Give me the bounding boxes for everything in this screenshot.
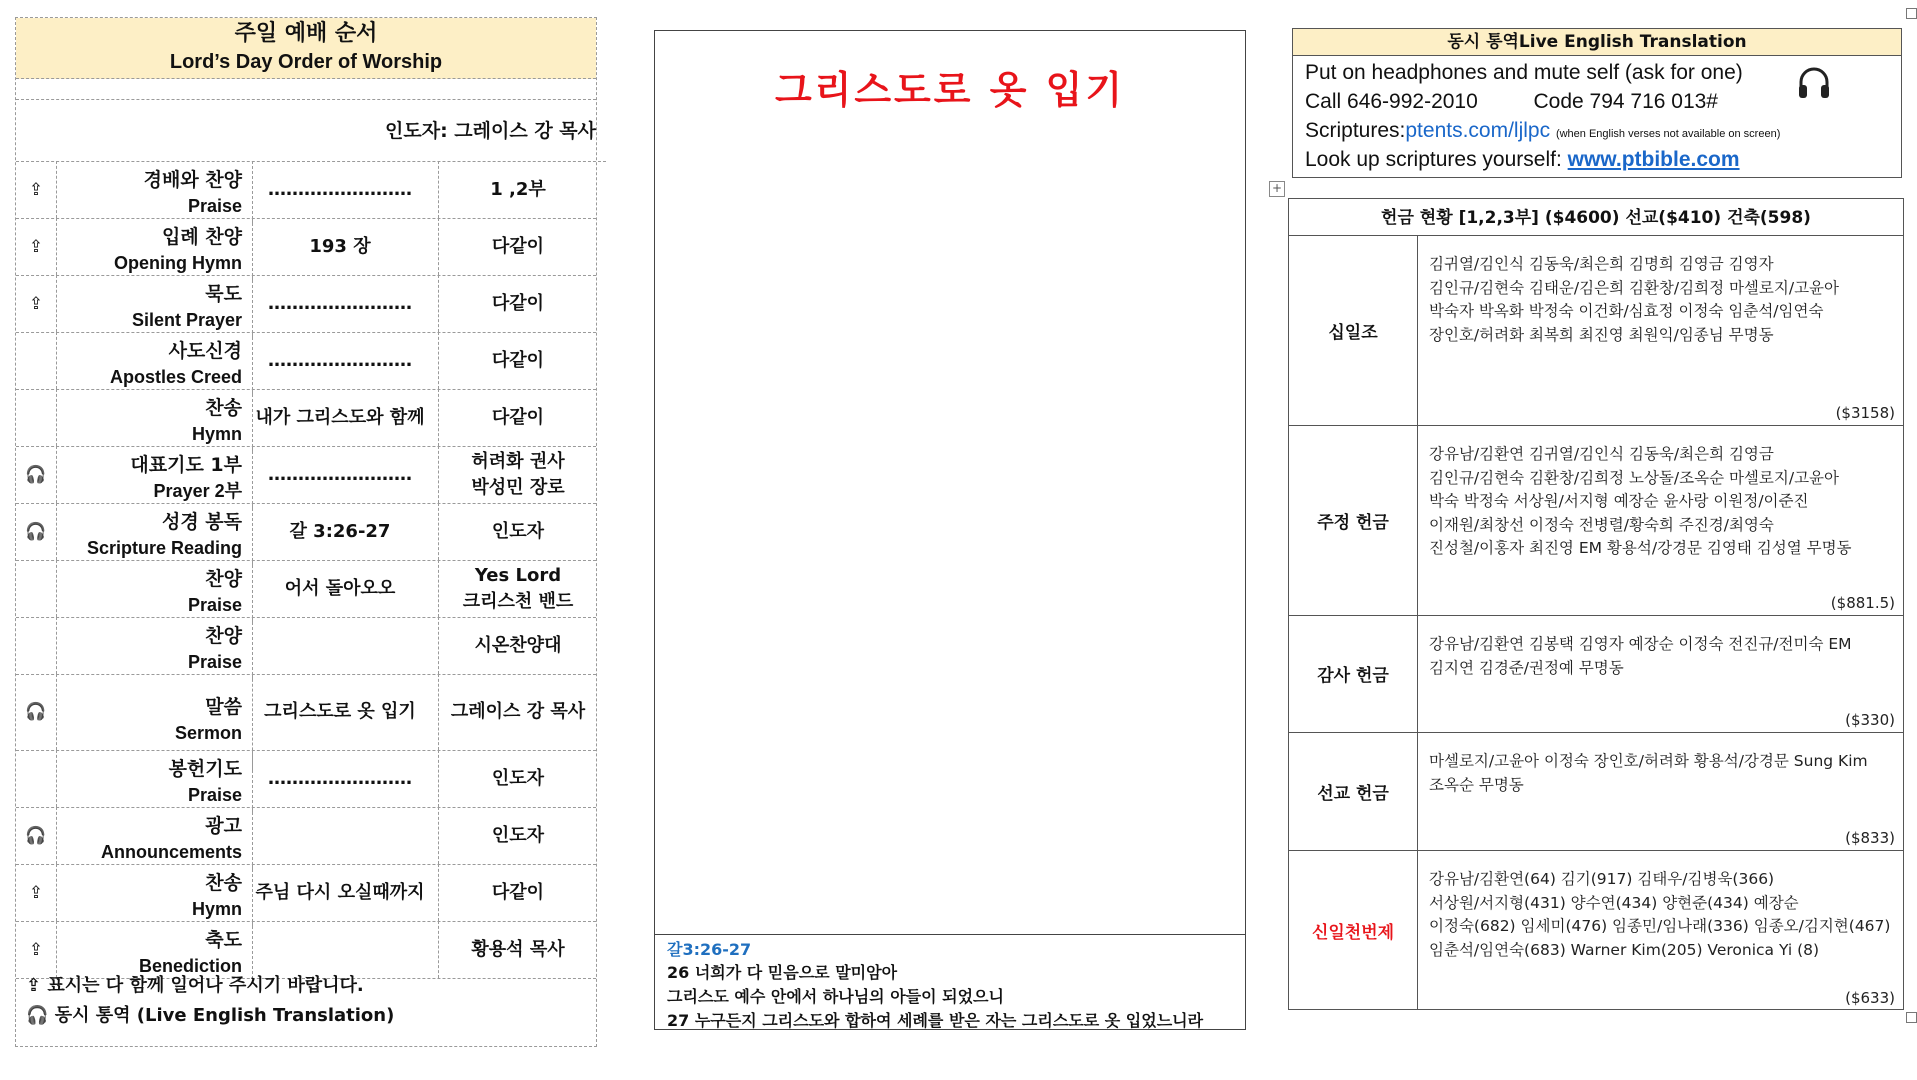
icon-cell: [16, 332, 57, 389]
worship-item-name: [56, 864, 253, 927]
translation-box: [1292, 28, 1902, 178]
offering-names: 강유남/김환연 김봉택 김영자 예장순 이정숙 전진규/전미숙 EM 김지연 김경준/권정예 무명동: [1429, 635, 1852, 677]
worship-item-detail: ……………………: [242, 332, 439, 389]
worship-item-detail: [242, 807, 439, 864]
sermon-panel: [654, 30, 1246, 1030]
worship-item-detail: ……………………: [242, 446, 439, 503]
offering-names: 김귀열/김인식 김동욱/최은희 김명희 김영금 김영자 김인규/김현숙 김태운/김은희 김환창/김희정 마셀로지/고윤아 박숙자 박옥화 박정숙 이건화/심효정 이정숙 임춘석/임연숙 장인호/허려화 최복희 최진영 최원익/임종님 무명동: [1429, 255, 1839, 344]
worship-item-detail: 193 장: [242, 218, 439, 275]
worship-item-name: [56, 332, 253, 395]
item-name-en: Praise: [187, 652, 242, 672]
worship-item-name: [56, 218, 253, 281]
worship-item-leader: 다같이: [491, 881, 545, 903]
worship-header: [16, 18, 596, 79]
worship-item-detail: 어서 돌아오오: [242, 560, 439, 617]
standing-icon: ⇪: [16, 218, 57, 275]
worship-item-name: [56, 446, 253, 509]
item-name-ko: 찬송: [205, 397, 242, 419]
worship-item-leader: 다같이: [491, 292, 545, 314]
worship-item: [16, 218, 596, 276]
worship-item-leader: 그레이스 강 목사: [450, 701, 586, 722]
item-name-en: Announcements: [100, 842, 242, 862]
headphones-icon: 🎧: [26, 1005, 49, 1026]
translation-call: [1305, 88, 1718, 116]
worship-item-name: [56, 161, 253, 224]
item-name-en: Apostles Creed: [109, 367, 242, 387]
footnote-standing: [26, 973, 364, 999]
worship-spacer: [16, 78, 596, 100]
worship-item-leader: 1 ,2부: [490, 178, 546, 200]
call-number: Call 646-992-2010: [1305, 90, 1478, 113]
worship-item-name: [56, 750, 253, 813]
item-name-en: Opening Hymn: [113, 253, 242, 273]
worship-item-name: [56, 389, 253, 452]
offering-row: [1289, 850, 1903, 1010]
offering-category: 십일조: [1289, 235, 1418, 425]
translation-lookup: [1305, 146, 1740, 174]
item-name-ko: 축도: [205, 929, 242, 951]
worship-leader: 인도자: 그레이스 강 목사: [16, 99, 606, 162]
worship-item-detail: ……………………: [242, 275, 439, 332]
item-name-ko: 찬양: [205, 625, 242, 647]
table-move-handle[interactable]: +: [1269, 181, 1285, 197]
resize-handle[interactable]: [1906, 1012, 1917, 1023]
item-name-ko: 말씀: [205, 696, 242, 718]
worship-item-detail: 내가 그리스도와 함께: [242, 389, 439, 446]
scriptures-link[interactable]: ptents.com/ljlpc: [1405, 119, 1551, 142]
scriptures-note: (when English verses not available on screen): [1555, 128, 1781, 140]
worship-item: [16, 275, 596, 333]
item-name-en: Praise: [187, 785, 242, 805]
worship-item: [16, 807, 596, 865]
worship-item-detail: 갈 3:26-27: [242, 503, 439, 560]
translation-instructions: Put on headphones and mute self (ask for one): [1305, 61, 1743, 84]
verse-line: 26 너희가 다 믿음으로 말미암아: [667, 963, 898, 982]
headphones-icon: 🎧: [16, 674, 57, 750]
item-name-ko: 경배와 찬양: [143, 169, 242, 191]
translation-header: 동시 통역Live English Translation: [1293, 29, 1901, 56]
offering-amount: ($330): [1845, 711, 1895, 729]
footnote-standing-text: 표시는 다 함께 일어나 주시기 바랍니다.: [47, 975, 364, 996]
worship-order-panel: [15, 17, 597, 1047]
worship-item-name: [56, 617, 253, 680]
worship-item-detail: 주님 다시 오실때까지: [242, 864, 439, 921]
worship-item-name: [56, 503, 253, 566]
offering-row: [1289, 732, 1903, 851]
item-name-ko: 입례 찬양: [161, 226, 242, 248]
icon-cell: [16, 617, 57, 674]
worship-item-leader: 인도자: [491, 520, 545, 542]
worship-item-detail: [242, 617, 439, 674]
worship-item-name: [56, 275, 253, 338]
worship-item-name: [56, 560, 253, 623]
standing-icon: ⇪: [16, 864, 57, 921]
verse-line: 그리스도 예수 안에서 하나님의 아들이 되었으니: [667, 987, 1004, 1006]
sermon-divider: [655, 934, 1245, 935]
item-name-en: Benediction: [138, 956, 242, 976]
worship-item-leader: 다같이: [491, 349, 545, 371]
standing-icon: ⇪: [26, 975, 42, 996]
verse-line: 27 누구든지 그리스도와 합하여 세례를 받은 자는 그리스도로 옷 입었느니라: [667, 1011, 1204, 1030]
worship-item: [16, 617, 596, 675]
worship-item-leader: 허려화 권사 박성민 장로: [471, 450, 565, 498]
worship-item-detail: 그리스도로 옷 입기: [242, 674, 439, 750]
lookup-link[interactable]: www.ptbible.com: [1567, 148, 1740, 171]
item-name-en: Sermon: [174, 723, 242, 743]
translation-scriptures: [1305, 117, 1780, 148]
headphones-icon: [1796, 66, 1832, 102]
worship-item: [16, 332, 596, 390]
offering-names: 강유남/김환연(64) 김기(917) 김태우/김병욱(366) 서상원/서지형(431) 양수연(434) 양현준(434) 예장순 이정숙(682) 임세미(476) 임종민/임나래(336) 임종오/김지현(467) 임춘석/임연숙(683) Warner Kim(205) Veronica Yi (8): [1429, 870, 1891, 959]
footnote-headphones-text: 동시 통역 (Live English Translation): [54, 1005, 395, 1026]
standing-icon: ⇪: [16, 921, 57, 978]
standing-icon: ⇪: [16, 161, 57, 218]
item-name-en: Hymn: [191, 899, 242, 919]
offering-category: 신일천번제: [1289, 850, 1418, 1010]
headphones-icon: 🎧: [16, 446, 57, 503]
icon-cell: [16, 560, 57, 617]
item-name-en: Silent Prayer: [131, 310, 242, 330]
worship-item: [16, 674, 596, 751]
offering-category: 선교 헌금: [1289, 732, 1418, 850]
worship-item-detail: ……………………: [242, 750, 439, 807]
sermon-title: 그리스도로 옷 입기: [774, 68, 1126, 112]
worship-item-detail: [242, 921, 439, 978]
worship-item-leader: 인도자: [491, 824, 545, 846]
item-name-ko: 광고: [205, 815, 242, 837]
item-name-en: Hymn: [191, 424, 242, 444]
icon-cell: [16, 389, 57, 446]
worship-item: [16, 446, 596, 504]
offering-header: 헌금 현황 [1,2,3부] ($4600) 선교($410) 건축(598): [1289, 199, 1903, 236]
worship-item-leader: 다같이: [491, 406, 545, 428]
worship-item-leader: 황용석 목사: [471, 938, 565, 960]
offering-table: [1288, 198, 1904, 1010]
call-code: Code 794 716 013#: [1533, 90, 1718, 113]
offering-amount: ($3158): [1835, 404, 1895, 422]
headphones-icon: 🎧: [16, 503, 57, 560]
offering-row: [1289, 615, 1903, 733]
scripture-reference: 갈3:26-27: [667, 940, 752, 959]
lookup-label: Look up scriptures yourself:: [1305, 148, 1562, 171]
worship-item-leader: Yes Lord 크리스천 밴드: [462, 564, 574, 612]
worship-item: [16, 560, 596, 618]
item-name-ko: 묵도: [205, 283, 242, 305]
resize-handle[interactable]: [1906, 8, 1917, 19]
scriptures-label: Scriptures:: [1305, 119, 1406, 142]
worship-item: [16, 389, 596, 447]
worship-item: [16, 503, 596, 561]
worship-item: [16, 864, 596, 922]
worship-title-en: Lord’s Day Order of Worship: [169, 51, 443, 73]
item-name-ko: 찬송: [205, 872, 242, 894]
worship-item: [16, 921, 596, 979]
icon-cell: [16, 750, 57, 807]
worship-item: [16, 161, 596, 219]
item-name-ko: 성경 봉독: [161, 511, 242, 533]
item-name-ko: 대표기도 1부: [130, 454, 242, 476]
item-name-en: Scripture Reading: [86, 538, 242, 558]
worship-item-leader: 인도자: [491, 767, 545, 789]
offering-amount: ($881.5): [1830, 594, 1895, 612]
offering-category: 주정 헌금: [1289, 425, 1418, 615]
footnote-headphones: [26, 1003, 394, 1029]
worship-item-leader: 다같이: [491, 235, 545, 257]
headphones-icon: 🎧: [16, 807, 57, 864]
item-name-en: Prayer 2부: [153, 481, 242, 501]
item-name-ko: 봉헌기도: [168, 758, 242, 780]
item-name-en: Praise: [187, 196, 242, 216]
worship-title-ko: 주일 예배 순서: [234, 21, 378, 46]
offering-names: 강유남/김환연 김귀열/김인식 김동욱/최은희 김영금 김인규/김현숙 김환창/김희정 노상돌/조옥순 마셀로지/고윤아 박숙 박정숙 서상원/서지형 예장순 윤사랑 이원정/이준진 이재원/최창선 이정숙 전병렬/황숙희 주진경/최영숙 진성철/이홍자 최진영 EM 황용석/강경문 김영태 김성열 무명동: [1429, 445, 1852, 557]
offering-row: [1289, 235, 1903, 426]
offering-amount: ($833): [1845, 829, 1895, 847]
offering-row: [1289, 425, 1903, 616]
item-name-en: Praise: [187, 595, 242, 615]
item-name-ko: 찬양: [205, 568, 242, 590]
offering-names: 마셀로지/고윤아 이정숙 장인호/허려화 황용석/강경문 Sung Kim 조옥순 무명동: [1429, 752, 1868, 794]
item-name-ko: 사도신경: [168, 340, 242, 362]
offering-category: 감사 헌금: [1289, 615, 1418, 732]
offering-amount: ($633): [1845, 989, 1895, 1007]
worship-item-detail: ……………………: [242, 161, 439, 218]
worship-item: [16, 750, 596, 808]
worship-item-leader: 시온찬양대: [474, 634, 562, 656]
standing-icon: ⇪: [16, 275, 57, 332]
worship-item-name: [56, 807, 253, 870]
